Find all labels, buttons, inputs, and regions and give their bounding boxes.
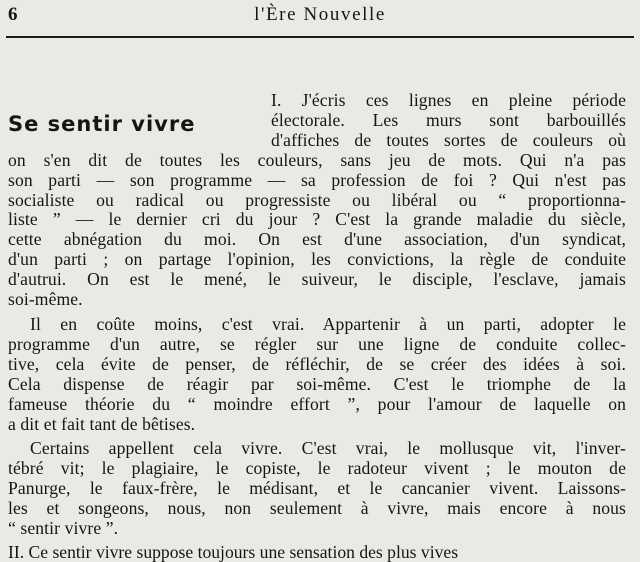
article-body bbox=[8, 91, 626, 544]
running-title: l'Ère Nouvelle bbox=[254, 4, 386, 25]
text-line: les et songeons, nous, non seulement à vivre, mais encore à nous bbox=[8, 498, 626, 519]
text-line: “ sentir vivre ”. bbox=[8, 518, 119, 539]
paragraph-1 bbox=[8, 91, 626, 310]
text-line: fameuse théorie du “ moindre effort ”, pour l'amour de laquelle on bbox=[8, 393, 626, 414]
text-line: socialiste ou radical ou progressiste ou libéral ou “ proportionna- bbox=[8, 189, 626, 210]
cut-off-line bbox=[8, 542, 626, 562]
text-line: programme d'un autre, se régler sur une ligne de conduite collec- bbox=[8, 333, 626, 354]
text-line: liste ” — le dernier cri du jour ? C'est la grande maladie du siècle, bbox=[8, 209, 626, 230]
text-line: I. J'écris ces lignes en pleine période bbox=[271, 90, 626, 110]
text-line: électorale. Les murs sont barbouillés bbox=[271, 109, 626, 130]
text-line: d'affiches de toutes sortes de couleurs où bbox=[271, 129, 626, 150]
text-line: d'un parti ; on partage l'opinion, les convictions, la règle de conduite bbox=[8, 249, 626, 270]
cut-off-line-text: II. Ce sentir vivre suppose toujours une sensation des plus vives bbox=[8, 542, 459, 562]
text-line: on s'en dit de toutes les couleurs, sans jeu de mots. Qui n'a pas bbox=[8, 149, 626, 170]
text-line: soi-même. bbox=[8, 289, 83, 310]
text-line: tive, cela évite de penser, de réfléchir, de se créer des idées à soi. bbox=[8, 353, 626, 374]
text-line: Cela dispense de réagir par soi-même. C'est le triomphe de la bbox=[8, 373, 626, 394]
text-line: d'autrui. On est le mené, le suiveur, le disciple, l'esclave, jamais bbox=[8, 269, 626, 290]
paragraph-2 bbox=[8, 315, 626, 434]
header-rule bbox=[6, 36, 634, 38]
text-line: Il en coûte moins, c'est vrai. Appartenir à un parti, adopter le bbox=[30, 313, 626, 334]
article-title: Se sentir vivre bbox=[8, 112, 196, 136]
text-line: Panurge, le faux-frère, le médisant, et le cancanier vivent. Laissons- bbox=[8, 478, 626, 499]
text-line: tébré vit; le plagiaire, le copiste, le radoteur vivent ; le mouton de bbox=[8, 458, 626, 479]
text-line: Certains appellent cela vivre. C'est vrai, le mollusque vit, l'inver- bbox=[30, 438, 626, 459]
text-line: son parti — son programme — sa profession de foi ? Qui n'est pas bbox=[8, 169, 626, 190]
text-line: a dit et fait tant de bêtises. bbox=[8, 413, 196, 434]
paragraph-3 bbox=[8, 439, 626, 539]
text-line: cette abnégation du moi. On est d'une association, d'un syndicat, bbox=[8, 229, 626, 250]
page-number: 6 bbox=[8, 4, 18, 25]
